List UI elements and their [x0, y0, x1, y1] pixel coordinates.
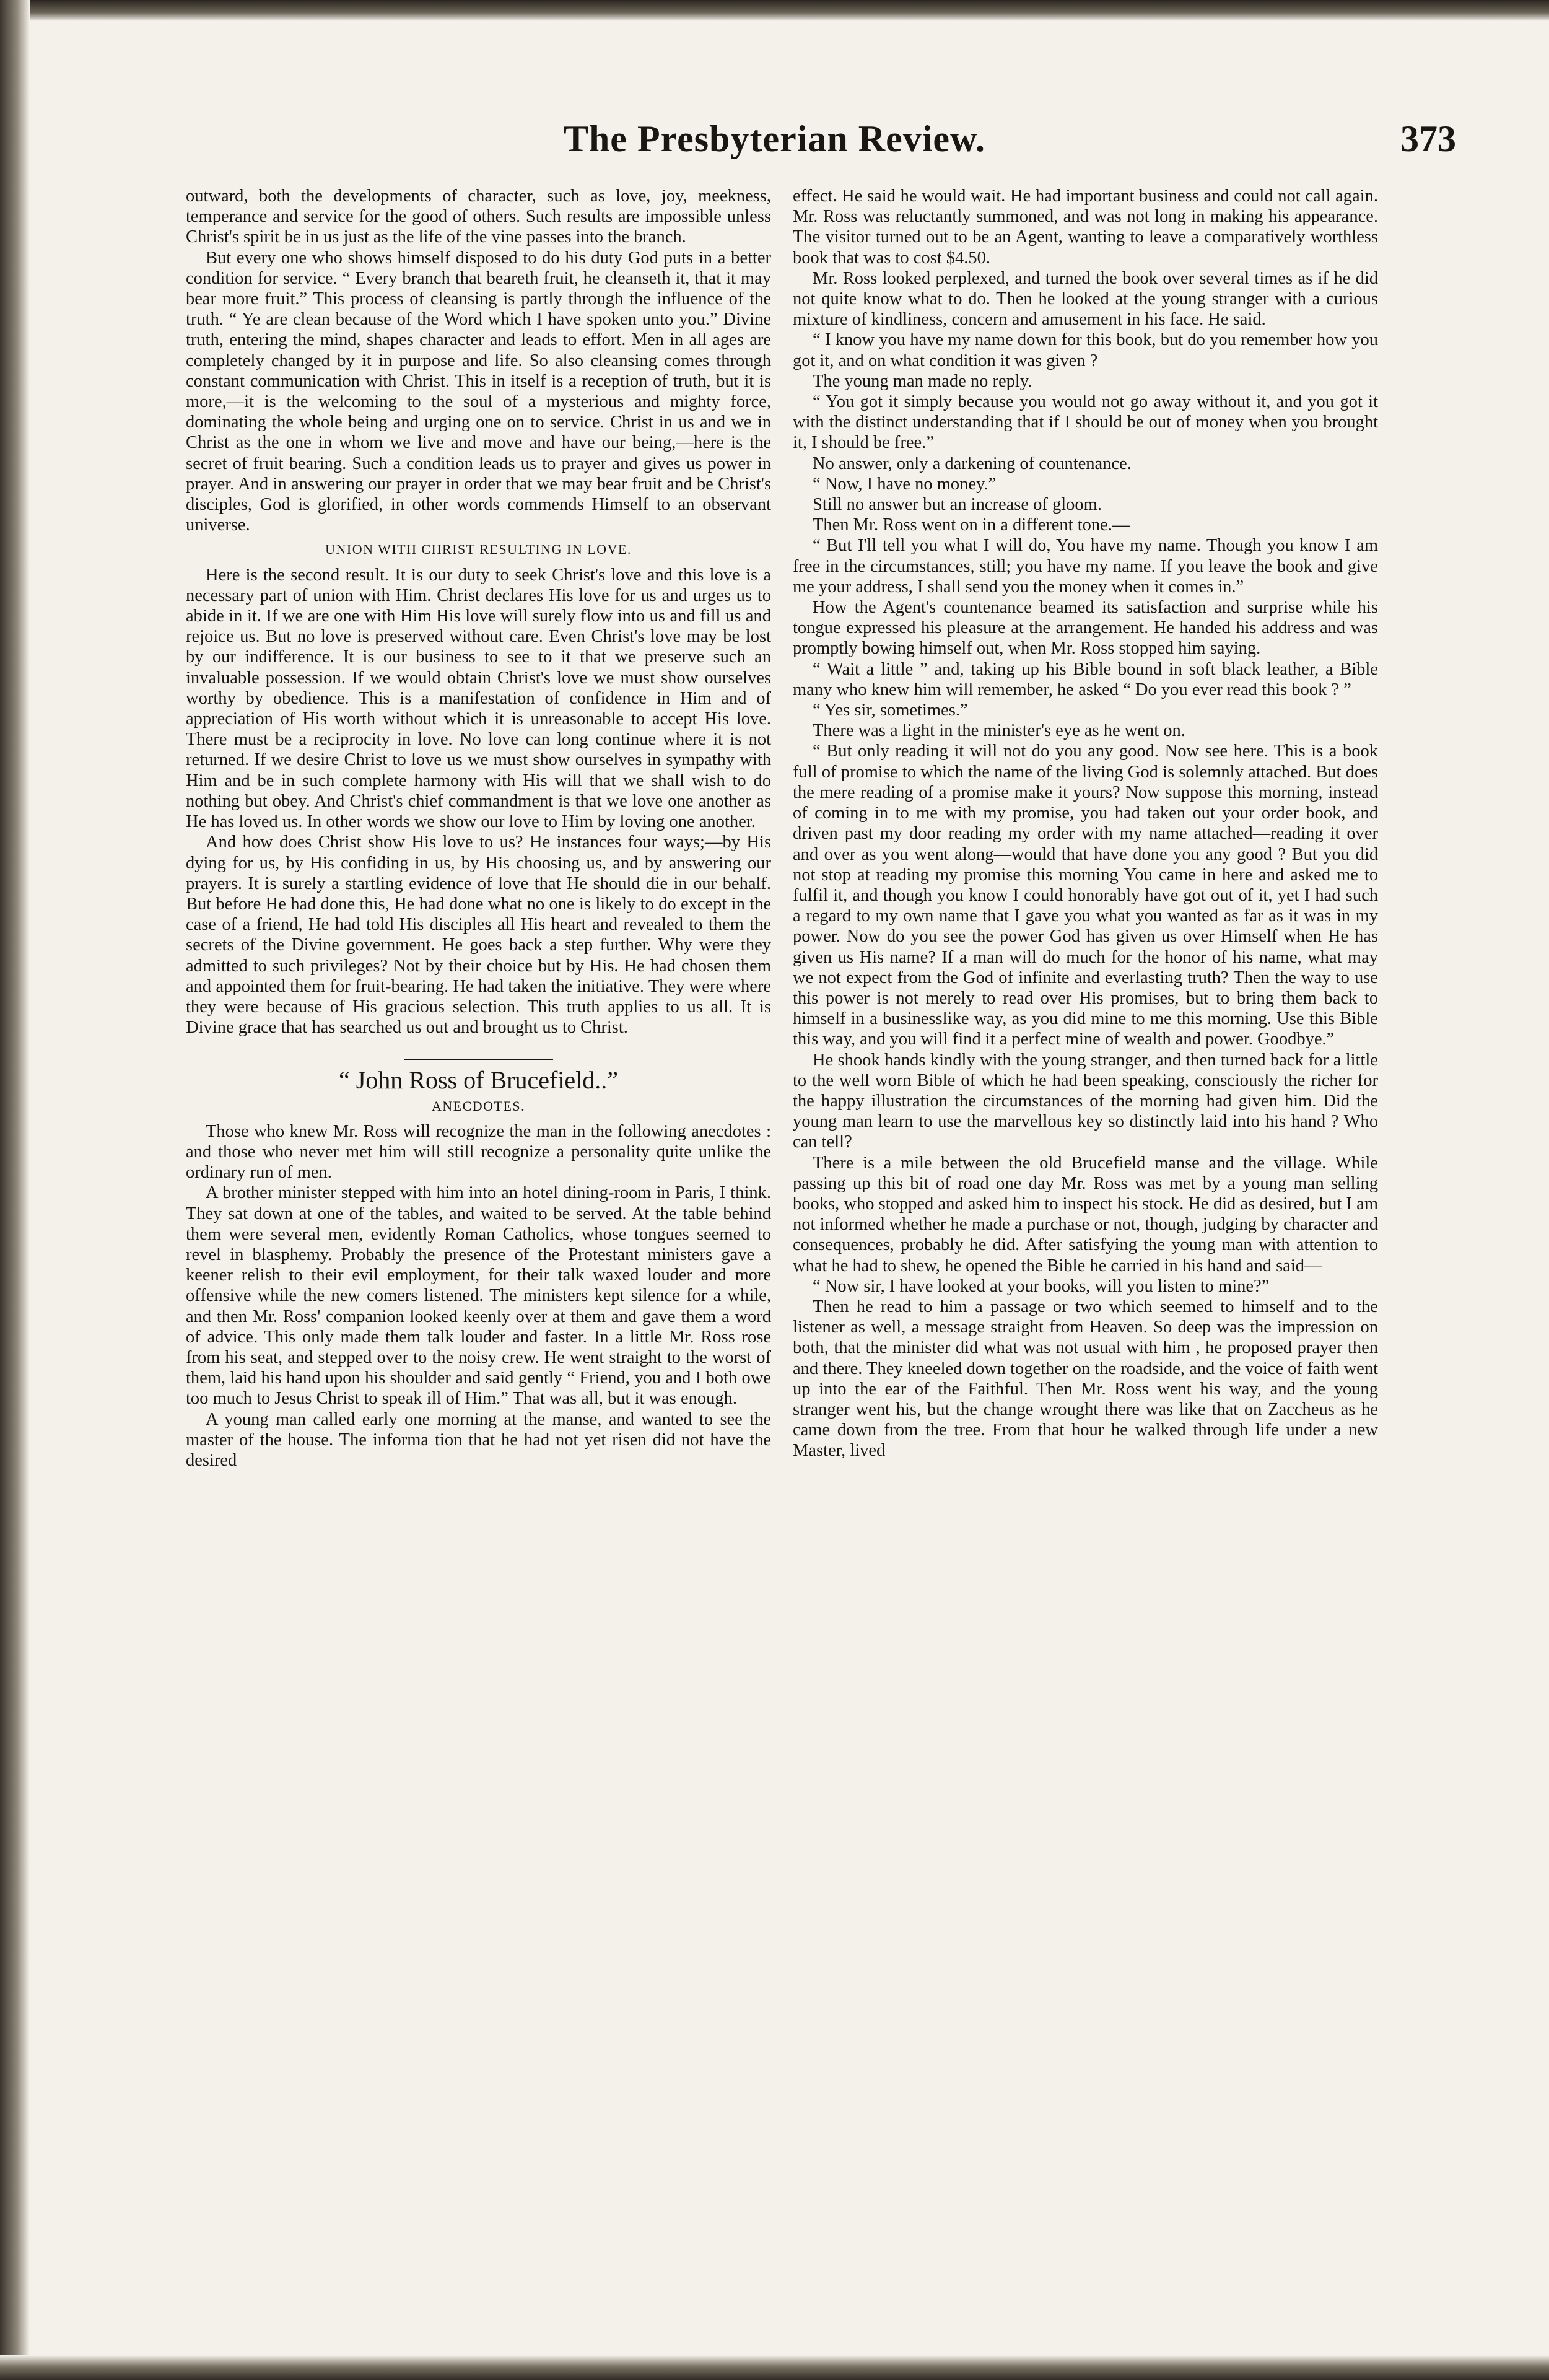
paragraph: Here is the second result. It is our duty to seek Christ's love and this love is a necessary part of union with Him. Christ declares His love for us and urges us to abide in it. If we are one with Him His love will surely flow into us and fill us and rejoice us. But no love is preserved without care. Even Christ's love may be lost by our indifference. It is our business to see to it that we preserve such an invaluable possession. If we would obtain Christ's love we must show ourselves worthy by obedience. This is a manifestation of confidence in Him and of appreciation of His worth without which it is unreasonable to accept His love. There must be a reciprocity in love. No love can long continue where it is not returned. If we desire Christ to love us we must show ourselves in sympathy with Him and be in such complete harmony with His will that we shall wish to do nothing but obey. And Christ's chief commandment is that we love one another as He has loved us. In other words we show our love to Him by loving one another. — [186, 565, 771, 832]
paragraph: effect. He said he would wait. He had important business and could not call again. Mr. Ross was reluctantly summoned, and was not long in making his appearance. The visitor turned out to be an Agent, wanting to leave a comparatively worthless book that was to cost $4.50. — [793, 186, 1378, 268]
paragraph: A young man called early one morning at the manse, and wanted to see the master of the house. The informa tion that he had not yet risen did not have the desired — [186, 1409, 771, 1470]
article-title: “ John Ross of Brucefield..” — [338, 1066, 618, 1095]
paragraph: “ Now sir, I have looked at your books, will you listen to mine?” — [813, 1276, 1270, 1296]
paragraph: “ But only reading it will not do you any good. Now see here. This is a book full of promise to which the name of the living God is solemnly attached. But does the mere reading of a promise make it yours? Now suppose this morning, instead of coming in to me with my promise, you had taken out your order book, and driven past my door reading my order with my name attached—reading it over and over as you went along—would that have done you any good ? But you did not stop at reading my promise this morning You came in here and asked me to fulfil it, and though you know I could honorably have got out of it, yet I had such a regard to my own name that I gave you what you wanted as far as it was in my power. Now do you see the power God has given us over Himself when He has given us His name? If a man will do much for the honor of his name, what may we not expect from the God of infinite and everlasting truth? Then the way to use this power is not merely to read over His promises, but to bring them back to himself in a businesslike way, as you did mine to me this morning. Use this Bible this way, and you will find it a perfect mine of wealth and power. Goodbye.” — [793, 742, 1378, 1049]
paragraph: Then he read to him a passage or two which seemed to himself and to the listener as well, a message straight from Heaven. So deep was the impression on both, that the minister did what was not usual with him , he proposed prayer then and there. They kneeled down together on the roadside, and the voice of faith went up into the ear of the Faithful. Then Mr. Ross went his way, and the young stranger went his, but the change wrought there was like that on Zaccheus as he came down from the tree. From that hour he walked through life under a new Master, lived — [793, 1297, 1378, 1461]
scan-edge-left — [0, 0, 30, 2380]
article-divider — [404, 1059, 553, 1060]
paragraph: Still no answer but an increase of gloom. — [813, 495, 1102, 515]
paragraph: There was a light in the minister's eye as he went on. — [813, 721, 1185, 741]
paragraph: “ But I'll tell you what I will do, You have my name. Though you know I am free in the circumstances, still; you have my name. If you leave the book and give me your address, I shall send you the money when it comes in.” — [793, 536, 1378, 597]
paragraph: outward, both the developments of character, such as love, joy, meekness, temperance and service for the good of others. Such results are impossible unless Christ's spirit be in us just as the life of the vine passes into the branch. — [186, 186, 771, 247]
paragraph: “ Yes sir, sometimes.” — [813, 701, 968, 720]
scan-edge-top — [0, 0, 1549, 21]
paragraph: He shook hands kindly with the young stranger, and then turned back for a little to the well worn Bible of which he had been speaking, consciously the richer for the happy illustration the circumstances of the morning had given him. Did the young man learn to use the marvellous key so distinctly laid into his hand ? Who can tell? — [793, 1050, 1378, 1152]
paragraph: And how does Christ show His love to us? He instances four ways;—by His dying for us, by His confiding in us, by His choosing us, and by answering our prayers. It is surely a startling evidence of love that He should die in our behalf. But before He had done this, He had done what no one is likely to do except in the case of a friend, He had told His disciples all His heart and revealed to them the secrets of the Divine government. He goes back a step further. Why were they admitted to such privileges? Not by their choice but by His. He had chosen them and appointed them for fruit-bearing. He had taken the initiative. They were where they were because of His gracious selection. This truth applies to us all. It is Divine grace that has searched us out and brought us to Christ. — [186, 833, 771, 1038]
paragraph: The young man made no reply. — [813, 371, 1032, 391]
paragraph: Mr. Ross looked perplexed, and turned the book over several times as if he did not quite know what to do. Then he looked at the young stranger with a curious mixture of kindliness, concern and amusement in his face. He said. — [793, 268, 1378, 330]
paragraph: Those who knew Mr. Ross will recognize the man in the following anecdotes : and those who never met him will still recognize a personality quite unlike the ordinary run of men. — [186, 1121, 771, 1183]
right-column — [793, 186, 1378, 2304]
masthead-title: The Presbyterian Review. — [563, 118, 986, 159]
paragraph: There is a mile between the old Brucefield manse and the village. While passing up this bit of road one day Mr. Ross was met by a young man selling books, who stopped and asked him to inspect his stock. He did as desired, but I am not informed whether he made a purchase or not, though, judging by character and consequences, probably he did. After satisfying the young man with attention to what he had to shew, he opened the Bible he carried in his hand and said— — [793, 1153, 1378, 1275]
paragraph: A brother minister stepped with him into an hotel dining-room in Paris, I think. They sat down at one of the tables, and waited to be served. At the table behind them were several men, evidently Roman Catholics, whose tongues seemed to revel in blasphemy. Probably the presence of the Protestant ministers gave a keener relish to their evil employment, for their talk waxed louder and more offensive while the new comers listened. The ministers kept silence for a while, and then Mr. Ross' companion looked keenly over at them and gave them a word of advice. This only made them talk louder and faster. In a little Mr. Ross rose from his seat, and stepped over to the noisy crew. He went straight to the worst of them, laid his hand upon his shoulder and said gently “ Friend, you and I both owe too much to Jesus Christ to speak ill of Him.” That was all, but it was enough. — [186, 1183, 771, 1409]
paragraph: “ Wait a little ” and, taking up his Bible bound in soft black leather, a Bible many who knew him will remember, he asked “ Do you ever read this book ? ” — [793, 659, 1378, 699]
paragraph: But every one who shows himself disposed to do his duty God puts in a better condition for service. “ Every branch that beareth fruit, he cleanseth it, that it may bear more fruit.” This process of cleansing is partly through the influence of the truth. “ Ye are clean because of the Word which I have spoken unto you.” Divine truth, entering the mind, shapes character and leads to effort. Men in all ages are completely changed by it in purpose and life. So also cleansing comes through constant communication with Christ. This in itself is a reception of truth, but it is more,—it is the welcoming to the soul of a mysterious and mighty force, dominating the whole being and urging one on to service. Christ in us and we in Christ as the one in whom we live and move and have our being,—here is the secret of fruit bearing. Such a condition leads us to prayer and gives us power in prayer. And in answering our prayer in order that we may bear fruit and be Christ's disciples, God is glorified, in other words commends Himself to an observant universe. — [186, 248, 771, 535]
paragraph: “ I know you have my name down for this book, but do you remember how you got it, and on what condition it was given ? — [793, 330, 1378, 370]
article-subtitle: ANECDOTES. — [431, 1098, 526, 1114]
paragraph: “ You got it simply because you would not go away without it, and you got it with the distinct understanding that if I should be out of money when you brought it, I should be free.” — [793, 392, 1378, 453]
page-number: 373 — [1400, 118, 1456, 159]
section-heading: UNION WITH CHRIST RESULTING IN LOVE. — [325, 541, 632, 558]
paragraph: No answer, only a darkening of countenance. — [813, 453, 1132, 473]
scan-edge-bottom — [0, 2355, 1549, 2380]
left-column — [186, 186, 771, 2304]
page-header — [0, 118, 1549, 173]
paragraph: “ Now, I have no money.” — [813, 474, 997, 494]
paragraph: Then Mr. Ross went on in a different tone.— — [813, 515, 1130, 535]
paragraph: How the Agent's countenance beamed its satisfaction and surprise while his tongue expressed his pleasure at the arrangement. He handed his address and was promptly bowing himself out, when Mr. Ross stopped him saying. — [793, 598, 1378, 658]
